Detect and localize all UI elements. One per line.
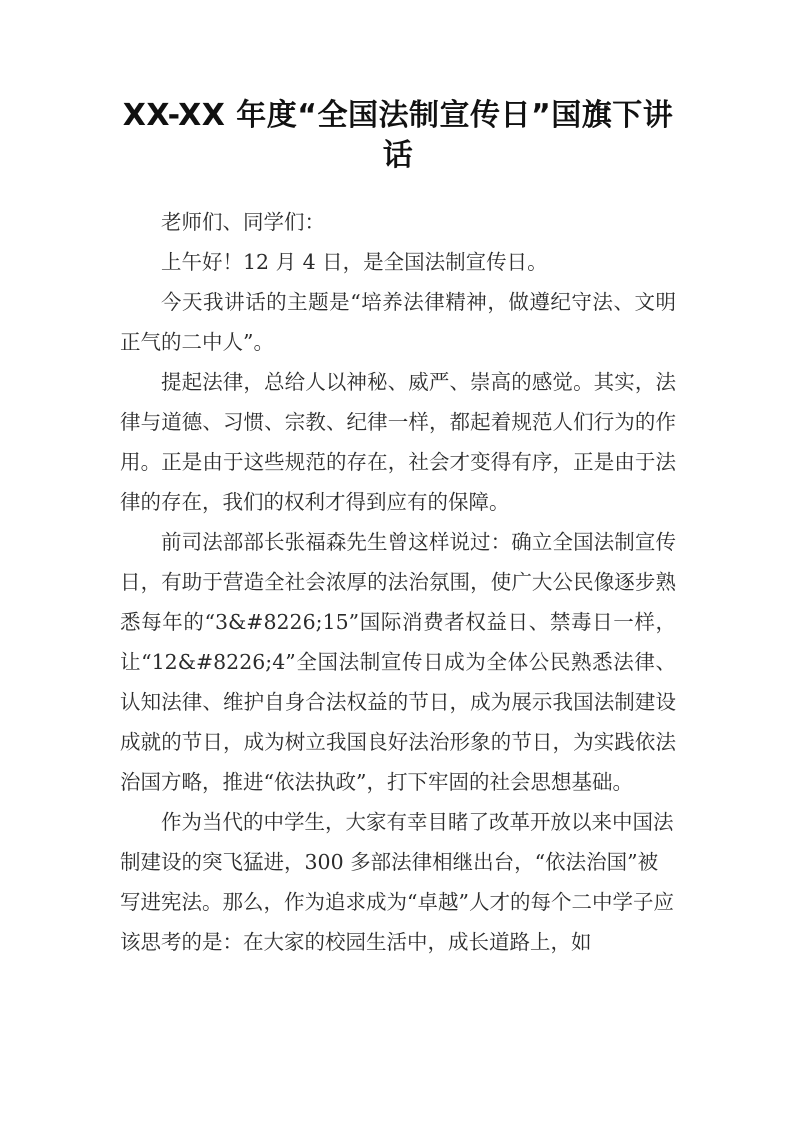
paragraph-zhang-fusen-quote: 前司法部部长张福森先生曾这样说过：确立全国法制宣传日，有助于营造全社会浓厚的法治氛围，使广大公民像逐步熟悉每年的“3&#8226;15”国际消费者权益日、禁毒日一样，让“12&#8226;4”全国法制宣传日成为全体公民熟悉法律、认知法律、维护自身合法权益的节日，成为展示我国法制建设成就的节日，成为树立我国良好法治形象的节日，为实践依法治国方略，推进“依法执政”，打下牢固的社会思想基础。 xyxy=(120,530,676,794)
document-content xyxy=(120,202,676,962)
paragraph-greeting: 上午好！12 月 4 日，是全国法制宣传日。 xyxy=(161,250,548,274)
page-title: XX-XX 年度“全国法制宣传日”国旗下讲话 xyxy=(122,98,674,173)
paragraph-salutation: 老师们、同学们： xyxy=(161,210,325,234)
paragraph-law-nature: 提起法律，总给人以神秘、威严、崇高的感觉。其实，法律与道德、习惯、宗教、纪律一样，都起着规范人们行为的作用。正是由于这些规范的存在，社会才变得有序，正是由于法律的存在，我们的权利才得到应有的保障。 xyxy=(120,370,676,514)
paragraph-students-reflection: 作为当代的中学生，大家有幸目睹了改革开放以来中国法制建设的突飞猛进，300 多部法律相继出台，“依法治国”被写进宪法。那么，作为追求成为“卓越”人才的每个二中学子应该思考的是：在大家的校园生活中，成长道路上，如 xyxy=(120,810,674,954)
document-body xyxy=(120,0,676,962)
paragraph-theme: 今天我讲话的主题是“培养法律精神，做遵纪守法、文明正气的二中人”。 xyxy=(120,290,676,354)
